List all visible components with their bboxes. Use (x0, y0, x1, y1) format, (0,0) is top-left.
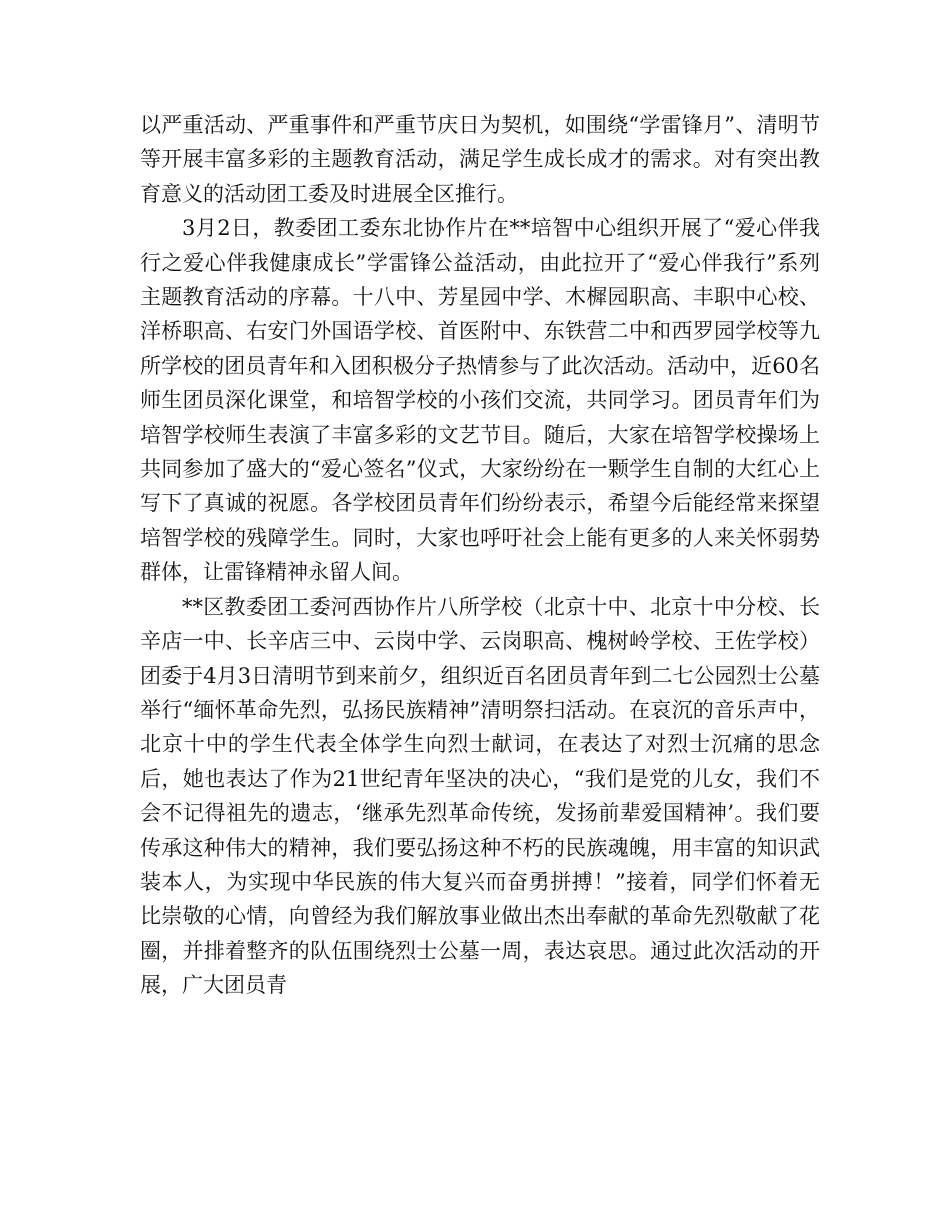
paragraph-3: **区教委团工委河西协作片八所学校（北京十中、北京十中分校、长辛店一中、长辛店三中、云岗中学、云岗职高、槐树岭学校、王佐学校）团委于4月3日清明节到来前夕，组织近百名团员青年到二七公园烈士公墓举行“缅怀革命先烈，弘扬民族精神”清明祭扫活动。在哀沉的音乐声中，北京十中的学生代表全体学生向烈士献词，在表达了对烈士沉痛的思念后，她也表达了作为21世纪青年坚决的决心，“我们是党的儿女，我们不会不记得祖先的遗志，‘继承先烈革命传统，发扬前辈爱国精神’。我们要传承这种伟大的精神，我们要弘扬这种不朽的民族魂魄，用丰富的知识武装本人，为实现中华民族的伟大复兴而奋勇拼搏！”接着，同学们怀着无比崇敬的心情，向曾经为我们解放事业做出杰出奉献的革命先烈敬献了花圈，并排着整齐的队伍围绕烈士公墓一周，表达哀思。通过此次活动的开展，广大团员青 (140, 594, 820, 998)
paragraph-1: 以严重活动、严重事件和严重节庆日为契机，如围绕“学雷锋月”、清明节等开展丰富多彩的主题教育活动，满足学生成长成才的需求。对有突出教育意义的活动团工委及时进展全区推行。 (140, 113, 820, 206)
document-body (140, 108, 820, 1003)
paragraph-2: 3月2日，教委团工委东北协作片在**培智中心组织开展了“爱心伴我行之爱心伴我健康成长”学雷锋公益活动，由此拉开了“爱心伴我行”系列主题教育活动的序幕。十八中、芳星园中学、木樨园职高、丰职中心校、洋桥职高、右安门外国语学校、首医附中、东铁营二中和西罗园学校等九所学校的团员青年和入团积极分子热情参与了此次活动。活动中，近60名师生团员深化课堂，和培智学校的小孩们交流，共同学习。团员青年们为培智学校师生表演了丰富多彩的文艺节目。随后，大家在培智学校操场上共同参加了盛大的“爱心签名”仪式，大家纷纷在一颗学生自制的大红心上写下了真诚的祝愿。各学校团员青年们纷纷表示，希望今后能经常来探望培智学校的残障学生。同时，大家也呼吁社会上能有更多的人来关怀弱势群体，让雷锋精神永留人间。 (140, 216, 820, 585)
